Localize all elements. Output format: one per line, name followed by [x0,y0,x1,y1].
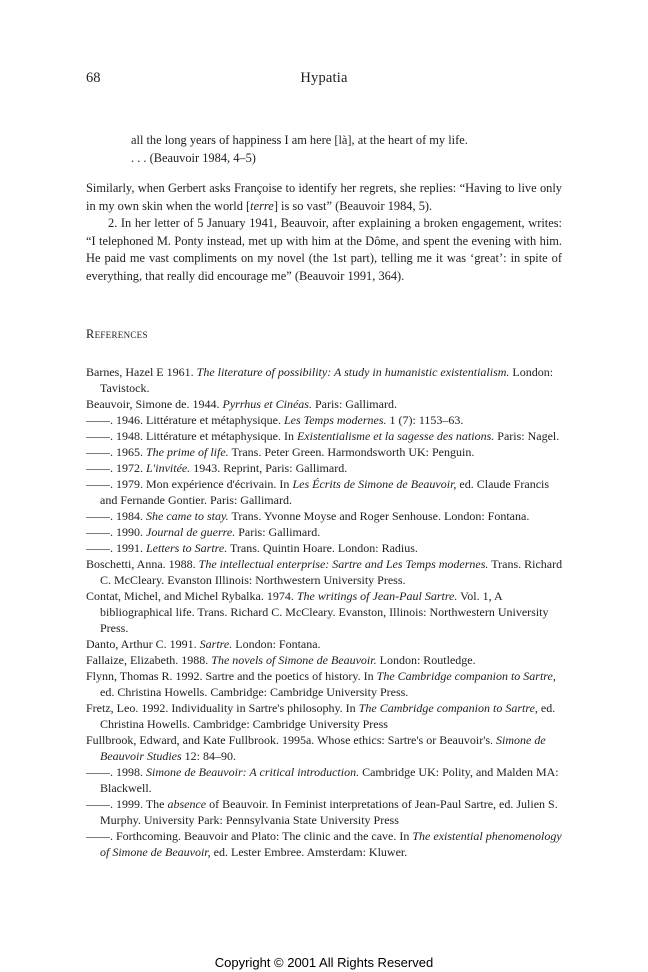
references-heading: References [86,327,148,341]
reference-entry: Boschetti, Anna. 1988. The intellectual enterprise: Sartre and Les Temps modernes. Trans. Richard C. McCleary. Evanston Illinois: Northwestern University Press. [86,557,563,587]
reference-entry: ——. 1972. L'invitée. 1943. Reprint, Paris: Gallimard. [86,461,348,475]
reference-entry: ——. Forthcoming. Beauvoir and Plato: The clinic and the cave. In The existential phenomenology of Simone de Beauvoir, ed. Lester Embree. Amsterdam: Kluwer. [86,829,562,859]
running-head: Hypatia [300,70,348,86]
reference-entry: Beauvoir, Simone de. 1944. Pyrrhus et Cinéas. Paris: Gallimard. [86,397,397,411]
note-paragraph-2: 2. In her letter of 5 January 1941, Beauvoir, after explaining a broken engagement, writes: “I telephoned M. Ponty instead, met up with him at the Dôme, and spent the evening with him. He paid me vast compliments on my novel (the 1st part), telling me it was ‘great’: in spite of everything, that really did encourage me” (Beauvoir 1991, 364). [86,216,562,283]
reference-entry: Fretz, Leo. 1992. Individuality in Sartre's philosophy. In The Cambridge companion to Sartre, ed. Christina Howells. Cambridge: Cambridge University Press [86,701,556,731]
reference-entry: Barnes, Hazel E 1961. The literature of possibility: A study in humanistic existentialism. London: Tavistock. [86,365,554,395]
reference-entry: ——. 1984. She came to stay. Trans. Yvonne Moyse and Roger Senhouse. London: Fontana. [86,509,530,523]
reference-entry: Fallaize, Elizabeth. 1988. The novels of Simone de Beauvoir. London: Routledge. [86,653,476,667]
quote-line: all the long years of happiness I am here [là], at the heart of my life. [131,133,468,147]
references-list [86,364,564,860]
reference-entry: Contat, Michel, and Michel Rybalka. 1974. The writings of Jean-Paul Sartre. Vol. 1, A bibliographical life. Trans. Richard C. McCleary. Evanston, Illinois: Northwestern University Press. [86,589,549,635]
page-number: 68 [86,70,101,86]
reference-entry: Fullbrook, Edward, and Kate Fullbrook. 1995a. Whose ethics: Sartre's or Beauvoir's. Simone de Beauvoir Studies 12: 84–90. [86,733,546,763]
reference-entry: ——. 1991. Letters to Sartre. Trans. Quintin Hoare. London: Radius. [86,541,418,555]
reference-entry: ——. 1946. Littérature et métaphysique. Les Temps modernes. 1 (7): 1153–63. [86,413,464,427]
reference-entry: ——. 1999. The absence of Beauvoir. In Feminist interpretations of Jean-Paul Sartre, ed. Julien S. Murphy. University Park: Pennsylvania State University Press [86,797,558,827]
reference-entry: Flynn, Thomas R. 1992. Sartre and the poetics of history. In The Cambridge companion to Sartre, ed. Christina Howells. Cambridge: Cambridge University Press. [86,669,556,699]
quote-citation: . . . (Beauvoir 1984, 4–5) [131,150,256,165]
page-header [86,70,562,88]
copyright-notice: Copyright © 2001 All Rights Reserved [214,955,434,970]
note-paragraph-1: Similarly, when Gerbert asks Françoise to identify her regrets, she replies: “Having to live only in my own skin when the world [terre] is so vast” (Beauvoir 1984, 5). [86,181,562,213]
reference-entry: Danto, Arthur C. 1991. Sartre. London: Fontana. [86,637,321,651]
reference-entry: ——. 1998. Simone de Beauvoir: A critical introduction. Cambridge UK: Polity, and Malden MA: Blackwell. [86,765,559,795]
notes-body [86,180,562,285]
reference-entry: ——. 1979. Mon expérience d'écrivain. In Les Écrits de Simone de Beauvoir, ed. Claude Francis and Fernande Gontier. Paris: Gallimard. [86,477,550,507]
reference-entry: ——. 1990. Journal de guerre. Paris: Gallimard. [86,525,321,539]
block-quote [131,132,551,167]
reference-entry: ——. 1948. Littérature et métaphysique. In Existentialisme et la sagesse des nations. Paris: Nagel. [86,429,560,443]
reference-entry: ——. 1965. The prime of life. Trans. Peter Green. Harmondsworth UK: Penguin. [86,445,475,459]
